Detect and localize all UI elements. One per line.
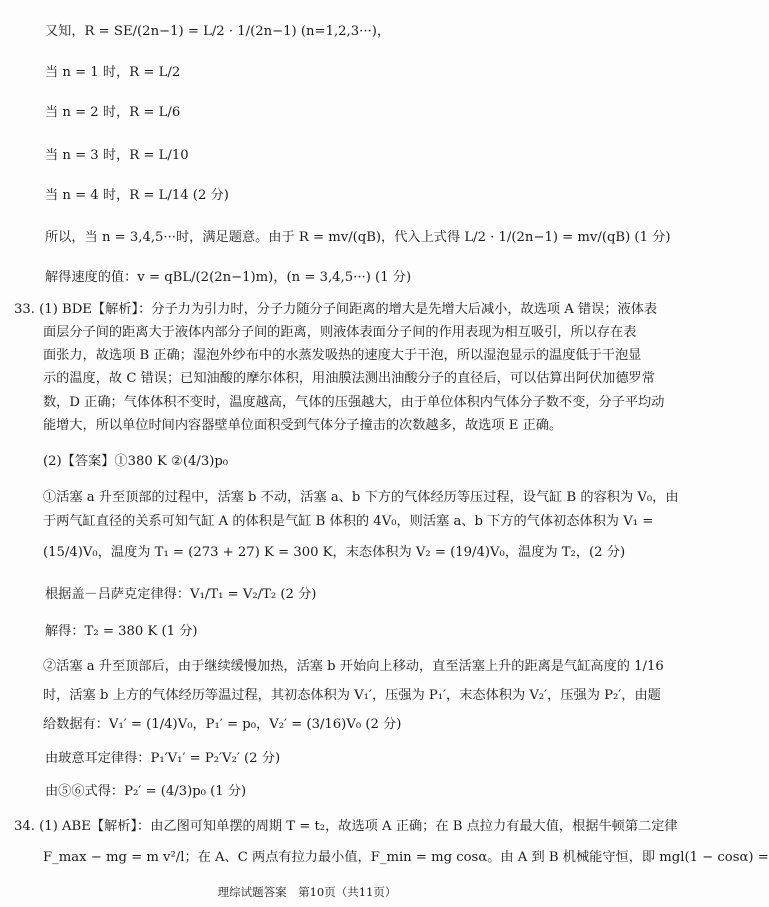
text-line: 当 n = 2 时，R = L/6: [45, 105, 181, 120]
text-line: 所以，当 n = 3,4,5···时，满足题意。由于 R = mv/(qB)，代入上式得 L/2 · 1/(2n−1) = mv/(qB) (1 分): [45, 230, 671, 245]
text-line: F_max − mg = m v²/l；在 A、C 两点有拉力最小值，F_min = mg cosα。由 A 到 B 机械能守恒，即 mgl(1 − cosα) =: [43, 850, 769, 865]
text-line: (15/4)V₀，温度为 T₁ = (273 + 27) K = 300 K，末态体积为 V₂ = (19/4)V₀，温度为 T₂，(2 分): [43, 545, 626, 560]
text-line: (2)【答案】①380 K ②(4/3)p₀: [43, 454, 229, 469]
text-line: ①活塞 a 升至顶部的过程中，活塞 b 不动，活塞 a、b 下方的气体经历等压过程，设气缸 B 的容积为 V₀，由: [43, 490, 679, 505]
text-line: 由⑤⑥式得：P₂′ = (4/3)p₀ (1 分): [45, 784, 247, 799]
text-line: 当 n = 3 时，R = L/10: [45, 148, 189, 163]
text-line: 33. (1) BDE【解析】：分子力为引力时，分子力随分子间距离的增大是先增大后减小，故选项 A 错误；液体表: [14, 302, 658, 317]
text-line: 34. (1) ABE【解析】：由乙图可知单摆的周期 T = t₂，故选项 A 正确；在 B 点拉力有最大值，根据牛顿第二定律: [14, 819, 678, 834]
text-line: 面层分子间的距离大于液体内部分子间的距离，则液体表面分子间的作用表现为相互吸引，所以存在表: [43, 325, 637, 340]
text-line: 于两气缸直径的关系可知气缸 A 的体积是气缸 B 体积的 4V₀，则活塞 a、b 下方的气体初态体积为 V₁ =: [43, 514, 654, 529]
text-line: 面张力，故选项 B 正确；湿泡外纱布中的水蒸发吸热的速度大于干泡，所以湿泡显示的温度低于干泡显: [43, 348, 642, 363]
text-line: 给数据有：V₁′ = (1/4)V₀，P₁′ = p₀，V₂′ = (3/16)V₀ (2 分): [43, 717, 402, 732]
text-line: 当 n = 1 时，R = L/2: [45, 65, 181, 80]
text-line: 解得：T₂ = 380 K (1 分): [45, 624, 198, 639]
text-line: ②活塞 a 升至顶部后，由于继续缓慢加热，活塞 b 开始向上移动，直至活塞上升的距离是气缸高度的 1/16: [43, 659, 664, 674]
page-footer: 理综试题答案 第10页（共11页）: [217, 885, 397, 899]
text-line: 数，D 正确；气体体积不变时，温度越高，气体的压强越大，由于单位体积内气体分子数不变，分子平均动: [43, 395, 665, 410]
text-line: 根据盖－吕萨克定律得：V₁/T₁ = V₂/T₂ (2 分): [45, 587, 317, 602]
text-line: 由玻意耳定律得：P₁′V₁′ = P₂′V₂′ (2 分): [45, 751, 281, 766]
text-line: 又知，R = SE/(2n−1) = L/2 · 1/(2n−1) (n=1,2,3···)，: [45, 24, 391, 39]
text-line: 示的温度，故 C 错误；已知油酸的摩尔体积，用油膜法测出油酸分子的直径后，可以估算出阿伏加德罗常: [43, 371, 655, 386]
text-line: 当 n = 4 时，R = L/14 (2 分): [45, 188, 229, 203]
text-line: 能增大，所以单位时间内容器壁单位面积受到气体分子撞击的次数越多，故选项 E 正确。: [43, 418, 563, 433]
text-line: 解得速度的值：v = qBL/(2(2n−1)m)，(n = 3,4,5···) (1 分): [45, 270, 412, 285]
text-line: 时，活塞 b 上方的气体经历等温过程，其初态体积为 V₁′，压强为 P₁′，末态体积为 V₂′，压强为 P₂′，由题: [43, 688, 661, 703]
